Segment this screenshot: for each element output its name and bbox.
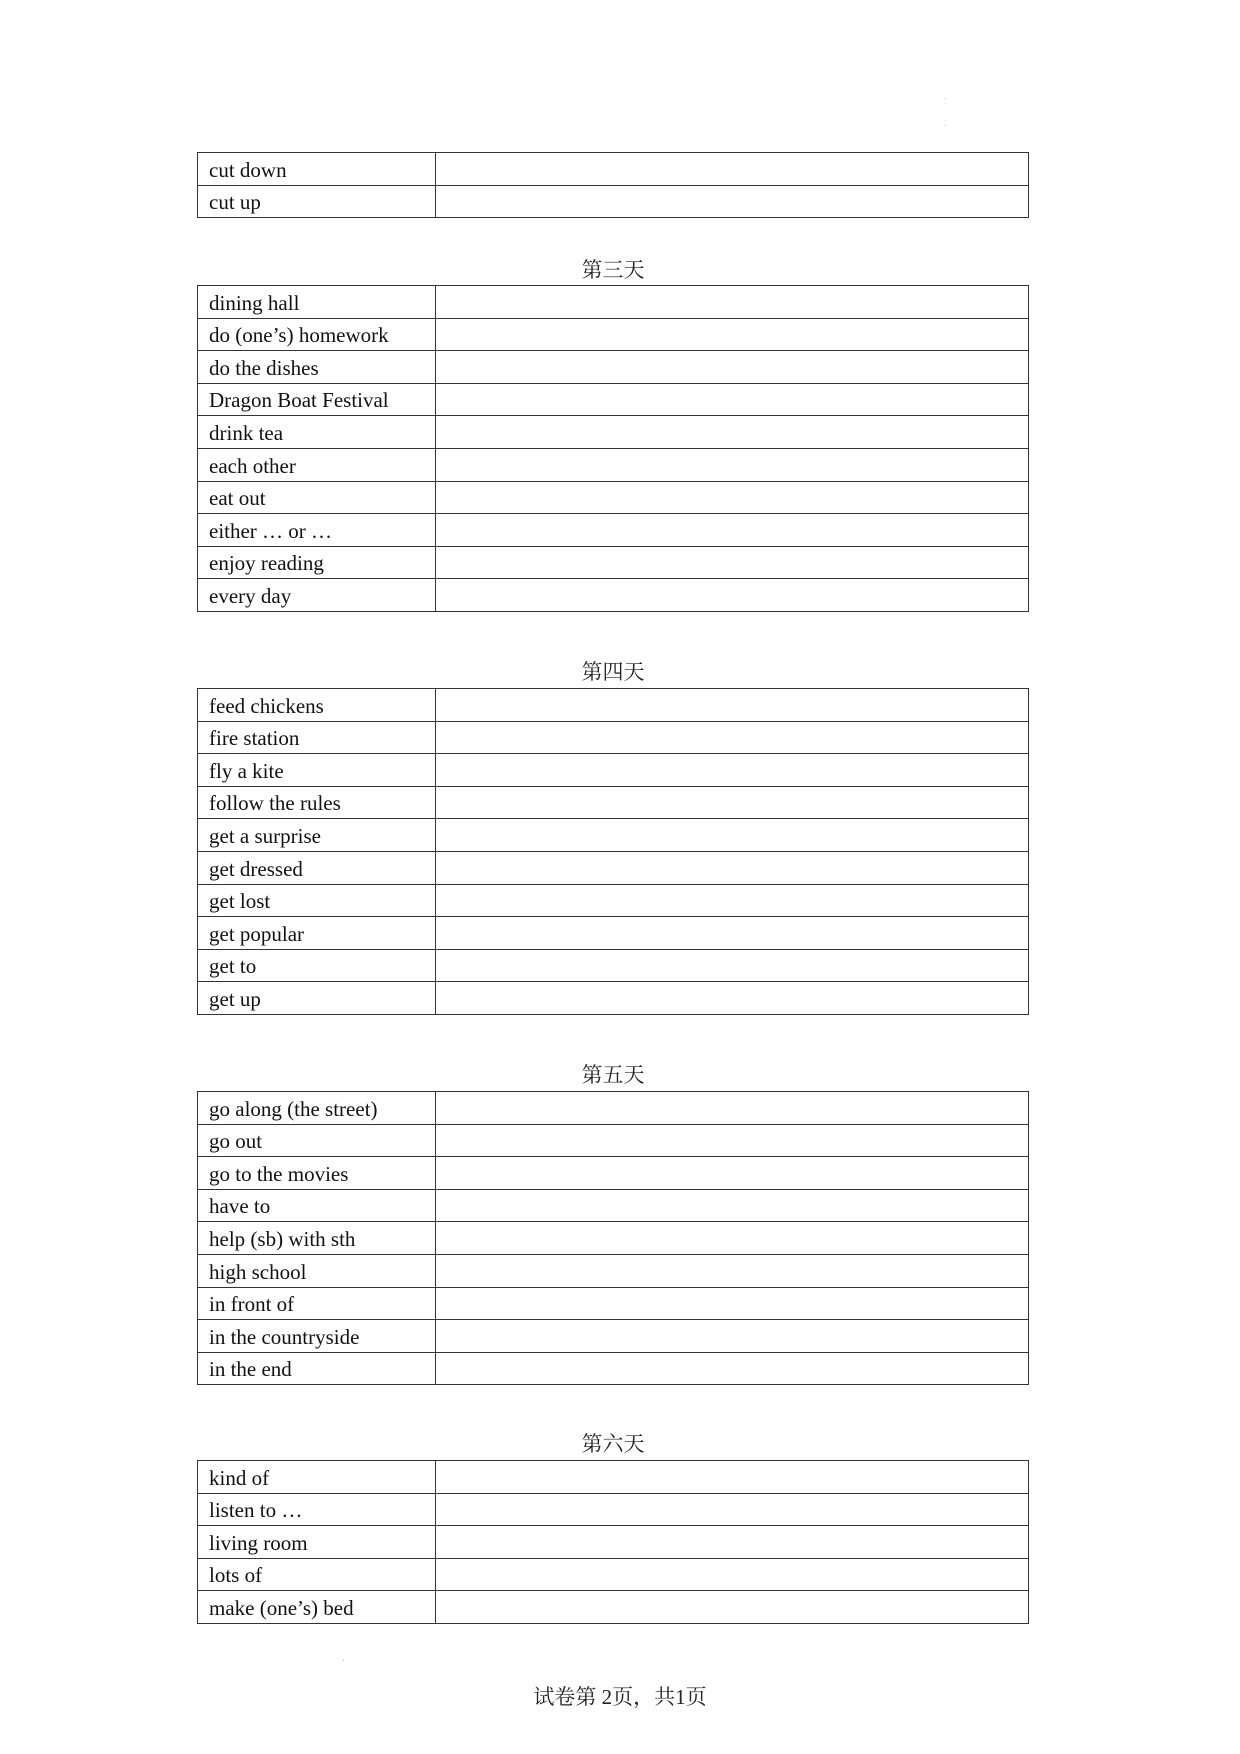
term-cell: do (one’s) homework	[198, 318, 436, 351]
term-cell: follow the rules	[198, 786, 436, 819]
day-title: 第四天	[581, 660, 645, 684]
table-row	[198, 1092, 1029, 1125]
answer-cell[interactable]	[436, 721, 1029, 754]
term-cell: in front of	[198, 1287, 436, 1320]
term-cell: go out	[198, 1124, 436, 1157]
answer-cell[interactable]	[436, 1558, 1029, 1591]
vocab-table-body	[198, 1092, 1029, 1385]
answer-cell[interactable]	[436, 416, 1029, 449]
answer-cell[interactable]	[436, 1461, 1029, 1494]
vocab-table	[197, 152, 1029, 218]
table-row	[198, 1189, 1029, 1222]
page-footer: 试卷第 2页，共1页	[533, 1685, 707, 1709]
answer-cell[interactable]	[436, 1352, 1029, 1385]
answer-cell[interactable]	[436, 1092, 1029, 1125]
answer-cell[interactable]	[436, 1320, 1029, 1353]
vocab-section-day4	[197, 688, 1029, 1015]
answer-cell[interactable]	[436, 1254, 1029, 1287]
answer-cell[interactable]	[436, 1157, 1029, 1190]
table-row	[198, 579, 1029, 612]
answer-cell[interactable]	[436, 448, 1029, 481]
answer-cell[interactable]	[436, 786, 1029, 819]
vocab-table-body	[198, 153, 1029, 218]
scan-speck	[343, 1660, 344, 1661]
term-cell: each other	[198, 448, 436, 481]
vocab-table	[197, 285, 1029, 612]
table-row	[198, 286, 1029, 319]
table-row	[198, 1558, 1029, 1591]
table-row	[198, 351, 1029, 384]
answer-cell[interactable]	[436, 982, 1029, 1015]
term-cell: help (sb) with sth	[198, 1222, 436, 1255]
term-cell: either … or …	[198, 514, 436, 547]
table-row	[198, 786, 1029, 819]
answer-cell[interactable]	[436, 1526, 1029, 1559]
vocab-section-day6	[197, 1460, 1029, 1624]
term-cell: kind of	[198, 1461, 436, 1494]
vocab-table	[197, 688, 1029, 1015]
term-cell: cut up	[198, 185, 436, 218]
answer-cell[interactable]	[436, 383, 1029, 416]
scan-speck	[945, 98, 946, 99]
table-row	[198, 383, 1029, 416]
answer-cell[interactable]	[436, 1287, 1029, 1320]
table-row	[198, 851, 1029, 884]
answer-cell[interactable]	[436, 546, 1029, 579]
term-cell: go to the movies	[198, 1157, 436, 1190]
term-cell: high school	[198, 1254, 436, 1287]
term-cell: in the countryside	[198, 1320, 436, 1353]
table-row	[198, 546, 1029, 579]
term-cell: make (one’s) bed	[198, 1591, 436, 1624]
term-cell: get popular	[198, 917, 436, 950]
term-cell: lots of	[198, 1558, 436, 1591]
answer-cell[interactable]	[436, 286, 1029, 319]
table-row	[198, 1320, 1029, 1353]
table-row	[198, 884, 1029, 917]
term-cell: cut down	[198, 153, 436, 186]
term-cell: get dressed	[198, 851, 436, 884]
table-row	[198, 1157, 1029, 1190]
term-cell: eat out	[198, 481, 436, 514]
answer-cell[interactable]	[436, 819, 1029, 852]
vocab-section-continued	[197, 152, 1029, 218]
vocab-table	[197, 1091, 1029, 1385]
answer-cell[interactable]	[436, 949, 1029, 982]
term-cell: get to	[198, 949, 436, 982]
table-row	[198, 982, 1029, 1015]
table-row	[198, 721, 1029, 754]
term-cell: get a surprise	[198, 819, 436, 852]
table-row	[198, 481, 1029, 514]
table-row	[198, 416, 1029, 449]
term-cell: living room	[198, 1526, 436, 1559]
day-title: 第五天	[581, 1063, 645, 1087]
vocab-table-body	[198, 286, 1029, 612]
table-row	[198, 1287, 1029, 1320]
answer-cell[interactable]	[436, 754, 1029, 787]
answer-cell[interactable]	[436, 185, 1029, 218]
term-cell: enjoy reading	[198, 546, 436, 579]
vocab-table-body	[198, 689, 1029, 1015]
table-row	[198, 514, 1029, 547]
table-row	[198, 689, 1029, 722]
term-cell: get lost	[198, 884, 436, 917]
table-row	[198, 1254, 1029, 1287]
table-row	[198, 1591, 1029, 1624]
answer-cell[interactable]	[436, 514, 1029, 547]
term-cell: every day	[198, 579, 436, 612]
answer-cell[interactable]	[436, 579, 1029, 612]
term-cell: drink tea	[198, 416, 436, 449]
table-row	[198, 1124, 1029, 1157]
table-row	[198, 754, 1029, 787]
day-title: 第六天	[581, 1432, 645, 1456]
vocab-table-body	[198, 1461, 1029, 1624]
table-row	[198, 318, 1029, 351]
scan-speck	[945, 125, 946, 126]
term-cell: get up	[198, 982, 436, 1015]
vocab-table	[197, 1460, 1029, 1624]
answer-cell[interactable]	[436, 917, 1029, 950]
answer-cell[interactable]	[436, 1493, 1029, 1526]
day-title: 第三天	[581, 258, 645, 282]
table-row	[198, 1526, 1029, 1559]
answer-cell[interactable]	[436, 153, 1029, 186]
term-cell: Dragon Boat Festival	[198, 383, 436, 416]
term-cell: in the end	[198, 1352, 436, 1385]
term-cell: dining hall	[198, 286, 436, 319]
table-row	[198, 917, 1029, 950]
answer-cell[interactable]	[436, 1189, 1029, 1222]
answer-cell[interactable]	[436, 1222, 1029, 1255]
table-row	[198, 448, 1029, 481]
table-row	[198, 949, 1029, 982]
term-cell: fly a kite	[198, 754, 436, 787]
table-row	[198, 1461, 1029, 1494]
table-row	[198, 185, 1029, 218]
term-cell: do the dishes	[198, 351, 436, 384]
term-cell: go along (the street)	[198, 1092, 436, 1125]
answer-cell[interactable]	[436, 318, 1029, 351]
answer-cell[interactable]	[436, 851, 1029, 884]
term-cell: listen to …	[198, 1493, 436, 1526]
table-row	[198, 1222, 1029, 1255]
answer-cell[interactable]	[436, 884, 1029, 917]
term-cell: fire station	[198, 721, 436, 754]
term-cell: feed chickens	[198, 689, 436, 722]
table-row	[198, 1493, 1029, 1526]
vocab-section-day5	[197, 1091, 1029, 1385]
term-cell: have to	[198, 1189, 436, 1222]
vocab-section-day3	[197, 285, 1029, 612]
table-row	[198, 819, 1029, 852]
answer-cell[interactable]	[436, 1591, 1029, 1624]
answer-cell[interactable]	[436, 481, 1029, 514]
table-row	[198, 153, 1029, 186]
answer-cell[interactable]	[436, 1124, 1029, 1157]
answer-cell[interactable]	[436, 689, 1029, 722]
table-row	[198, 1352, 1029, 1385]
answer-cell[interactable]	[436, 351, 1029, 384]
